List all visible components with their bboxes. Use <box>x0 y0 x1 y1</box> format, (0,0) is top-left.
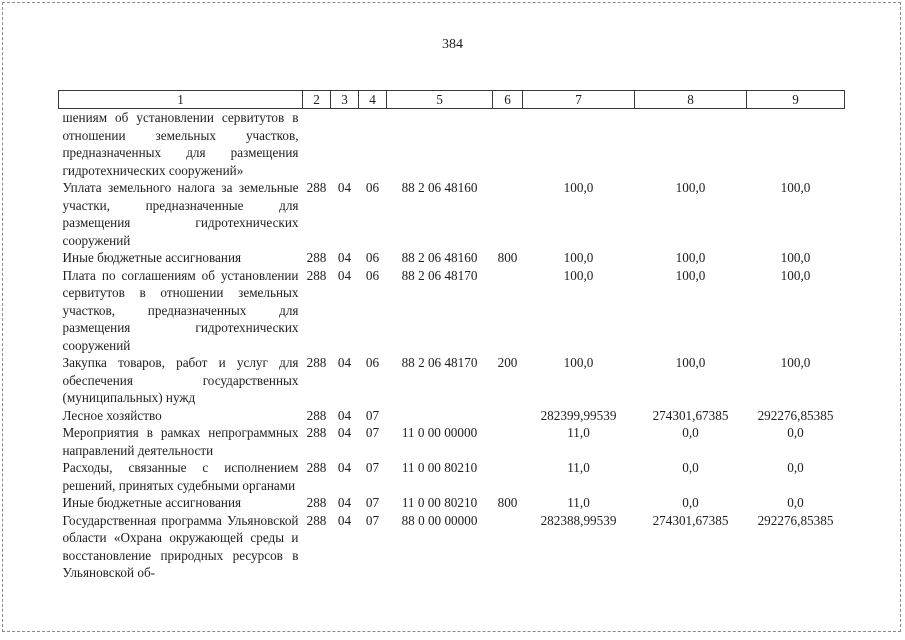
row-subsection-code: 06 <box>365 267 380 283</box>
row-expense-type <box>493 424 523 459</box>
row-expense-type <box>493 267 523 355</box>
row-subsection-code: 06 <box>365 180 380 195</box>
table-row <box>59 512 845 582</box>
row-target-article: 11 0 00 80210 <box>401 460 478 475</box>
row-admin-code: 288 <box>306 425 327 440</box>
row-name: Уплата земельного налога за земельные участки, предназначенные для размещения гидротехнических сооружений <box>62 180 299 248</box>
row-admin-code: 288 <box>306 267 327 283</box>
row-amount-year3: 292276,85385 <box>757 512 834 528</box>
row-amount-year2 <box>635 109 747 180</box>
row-subsection-code <box>359 109 387 180</box>
row-amount-year2: 274301,67385 <box>652 407 729 423</box>
header-col-4: 4 <box>359 91 387 109</box>
row-admin-code: 288 <box>306 407 327 423</box>
row-admin-code <box>303 109 331 180</box>
row-admin-code: 288 <box>306 250 327 265</box>
row-subsection-code: 07 <box>365 495 380 510</box>
row-section-code: 04 <box>337 495 352 510</box>
row-amount-year2: 274301,67385 <box>652 512 729 528</box>
row-expense-type <box>493 109 523 180</box>
row-target-article: 88 2 06 48160 <box>401 180 478 195</box>
header-col-7: 7 <box>523 91 635 109</box>
row-admin-code: 288 <box>306 495 327 510</box>
row-admin-code: 288 <box>306 460 327 475</box>
row-amount-year3: 100,0 <box>780 267 811 283</box>
row-amount-year1: 11,0 <box>567 460 590 475</box>
table-body <box>59 109 845 582</box>
header-col-6: 6 <box>493 91 523 109</box>
row-section-code: 04 <box>337 512 352 528</box>
row-admin-code: 288 <box>306 355 327 370</box>
row-amount-year3: 0,0 <box>787 425 804 440</box>
header-col-9: 9 <box>747 91 845 109</box>
row-amount-year2: 100,0 <box>675 355 706 370</box>
row-amount-year1: 282388,99539 <box>540 512 617 528</box>
table-row <box>59 249 845 267</box>
row-target-article: 11 0 00 00000 <box>401 425 478 440</box>
row-amount-year3: 100,0 <box>780 355 811 370</box>
header-col-3: 3 <box>331 91 359 109</box>
row-section-code <box>331 109 359 180</box>
row-section-code: 04 <box>337 267 352 283</box>
row-section-code: 04 <box>337 250 352 265</box>
row-amount-year2: 100,0 <box>675 180 706 195</box>
row-expense-type: 800 <box>497 495 518 510</box>
row-target-article <box>387 109 493 180</box>
row-target-article: 88 2 06 48170 <box>401 267 478 283</box>
row-amount-year3 <box>747 109 845 180</box>
row-expense-type <box>493 512 523 582</box>
row-expense-type: 200 <box>497 355 518 370</box>
row-section-code: 04 <box>337 425 352 440</box>
row-name: Расходы, связанные с исполнением решений, принятых судебными органами <box>62 460 299 493</box>
row-amount-year1: 100,0 <box>563 250 594 265</box>
table-row <box>59 424 845 459</box>
row-amount-year3: 100,0 <box>780 250 811 265</box>
table-header-row <box>59 91 845 109</box>
row-section-code: 04 <box>337 460 352 475</box>
row-amount-year3: 0,0 <box>787 460 804 475</box>
table-row <box>59 494 845 512</box>
row-amount-year1: 11,0 <box>567 425 590 440</box>
row-admin-code: 288 <box>306 512 327 528</box>
row-subsection-code: 07 <box>365 512 380 528</box>
row-amount-year1 <box>523 109 635 180</box>
row-section-code: 04 <box>337 180 352 195</box>
row-name: Плата по соглашениям об установлении сервитутов в отношении земельных участков, предназначенных для размещения гидротехнических сооружений <box>62 267 299 353</box>
row-name: Лесное хозяйство <box>62 407 162 423</box>
table-row <box>59 179 845 249</box>
row-amount-year3: 100,0 <box>780 180 811 195</box>
header-col-5: 5 <box>387 91 493 109</box>
row-target-article: 88 2 06 48170 <box>401 355 478 370</box>
row-subsection-code: 07 <box>365 407 380 423</box>
row-subsection-code: 07 <box>365 425 380 440</box>
row-section-code: 04 <box>337 407 352 423</box>
row-amount-year1: 282399,99539 <box>540 407 617 423</box>
row-amount-year2: 0,0 <box>682 495 699 510</box>
row-name: Иные бюджетные ассигнования <box>62 495 242 510</box>
row-section-code: 04 <box>337 355 352 370</box>
table-row <box>59 459 845 494</box>
budget-table <box>58 90 845 582</box>
table-row <box>59 267 845 355</box>
row-amount-year2: 100,0 <box>675 250 706 265</box>
row-amount-year1: 100,0 <box>563 267 594 283</box>
page-number: 384 <box>442 37 463 52</box>
row-amount-year1: 100,0 <box>563 355 594 370</box>
header-col-8: 8 <box>635 91 747 109</box>
row-expense-type <box>493 179 523 249</box>
row-name: Государственная программа Ульяновской области «Охрана окружающей среды и восстановление природных ресурсов в Ульяновской об- <box>62 512 299 580</box>
row-name: Закупка товаров, работ и услуг для обеспечения государственных (муниципальных) нужд <box>62 355 299 405</box>
row-target-article: 88 2 06 48160 <box>401 250 478 265</box>
table-row <box>59 354 845 407</box>
row-amount-year2: 0,0 <box>682 425 699 440</box>
row-expense-type <box>493 407 523 425</box>
row-expense-type: 800 <box>497 250 518 265</box>
row-subsection-code: 06 <box>365 250 380 265</box>
row-amount-year2: 0,0 <box>682 460 699 475</box>
row-amount-year3: 292276,85385 <box>757 407 834 423</box>
header-col-2: 2 <box>303 91 331 109</box>
row-admin-code: 288 <box>306 180 327 195</box>
row-name: Иные бюджетные ассигнования <box>62 250 242 265</box>
row-amount-year1: 11,0 <box>567 495 590 510</box>
table-row <box>59 109 845 180</box>
row-subsection-code: 06 <box>365 355 380 370</box>
row-amount-year1: 100,0 <box>563 180 594 195</box>
row-target-article: 11 0 00 80210 <box>401 495 478 510</box>
row-amount-year3: 0,0 <box>787 495 804 510</box>
table-row <box>59 407 845 425</box>
row-name: шениям об установлении сервитутов в отношении земельных участков, предназначенных для размещения гидротехнических сооружений» <box>62 110 299 178</box>
row-expense-type <box>493 459 523 494</box>
row-subsection-code: 07 <box>365 460 380 475</box>
row-name: Мероприятия в рамках непрограммных направлений деятельности <box>62 425 299 458</box>
row-target-article: 88 0 00 00000 <box>401 512 478 528</box>
row-target-article <box>387 407 493 425</box>
row-amount-year2: 100,0 <box>675 267 706 283</box>
header-col-1: 1 <box>59 91 303 109</box>
